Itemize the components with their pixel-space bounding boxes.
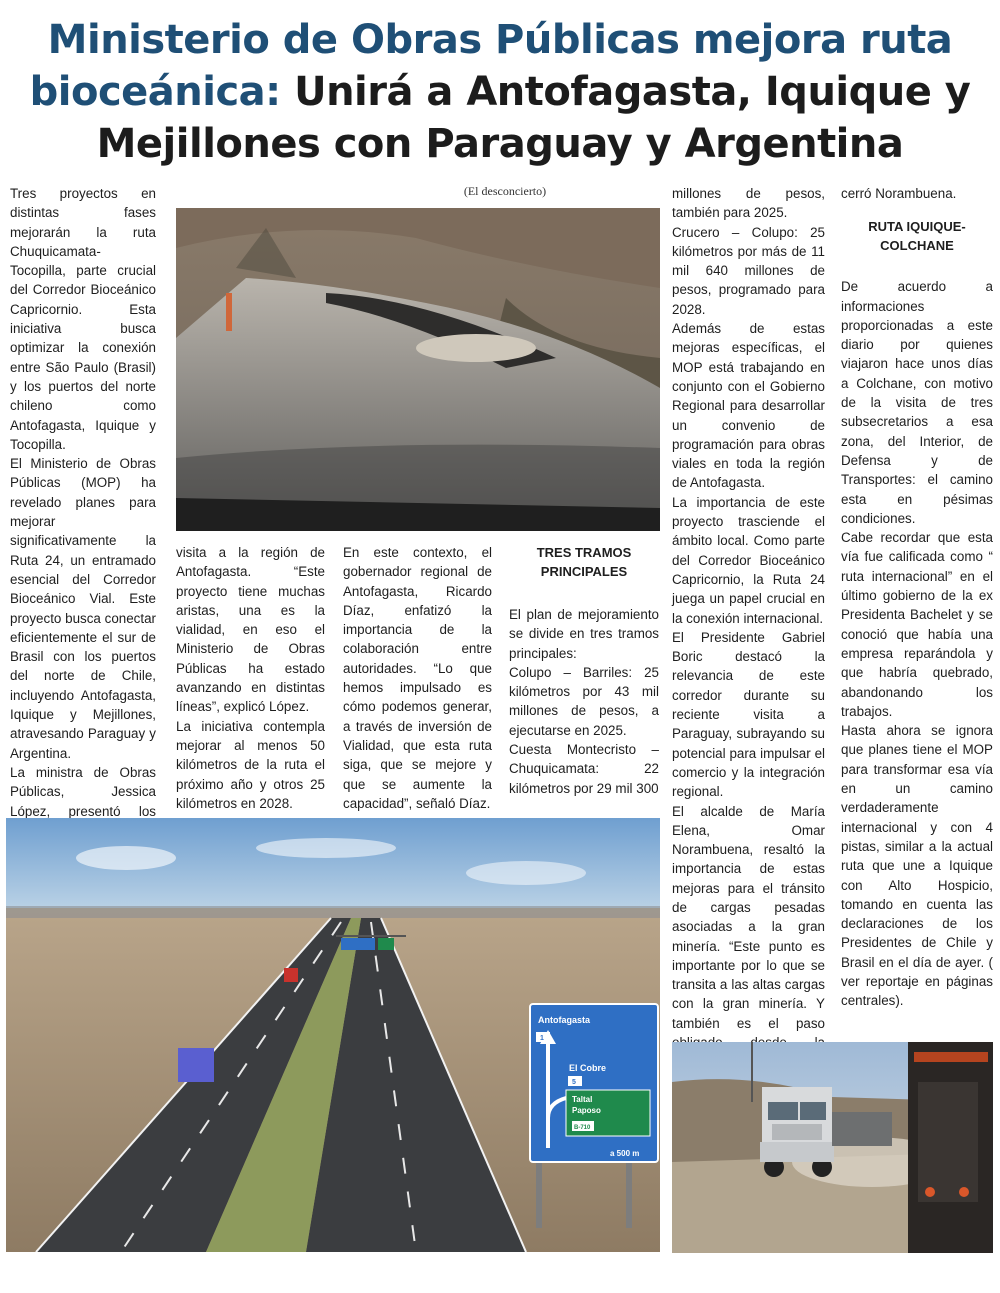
paragraph: Crucero – Colupo: 25 kilómetros por más de 11 mil 640 millones de pesos, programado para 2028. [672, 224, 825, 317]
paragraph: Colupo – Barriles: 25 kilómetros por 43 mil millones de pesos, a ejecutarse en 2025. [509, 664, 659, 738]
paragraph: El Ministerio de Obras Públicas (MOP) ha revelado planes para mejorar significativamente la Ruta 24, un entramado esencial del Corredor Bioceánico Vial. Este proyecto busca conectar eficientemente el sur de Brasil con los puertos del norte de Chile, incluyendo Antofagasta, Iquique y Mejillones, atravesando Paraguay y Argentina. [10, 456, 156, 761]
headline [0, 14, 1000, 170]
sign-middle: El Cobre [569, 1063, 607, 1073]
sign-top: Antofagasta [538, 1015, 591, 1025]
column-3 [343, 543, 492, 813]
column-2 [176, 543, 325, 813]
sign-distance: a 500 m [610, 1149, 640, 1158]
paragraph: Hasta ahora se ignora que planes tiene el MOP para transformar esa vía en un camino verdaderamente internacional y con 4 pistas, similar a la actual ruta que une a Iquique con Alto Hospicio, tomando en cuenta las declaraciones de los Presidentes de Chile y Brasil en el día de ayer. ( ver reportaje en páginas centrales). [841, 723, 993, 1009]
paragraph: visita a la región de Antofagasta. “Este proyecto tiene muchas aristas, una es la vialidad, en eso el Ministerio de Obras Públicas ha estado avanzando en distintas líneas”, explicó López. [176, 545, 325, 715]
paragraph: El Presidente Gabriel Boric destacó la relevancia de este corredor durante su reciente visita a Paraguay, subrayando su potencial para impulsar el comercio y la integración regional. [672, 629, 825, 800]
highway-photo [6, 818, 660, 1252]
column-1 [10, 184, 156, 859]
column-4 [509, 543, 659, 798]
headline-line1: Ministerio de Obras Públicas mejora ruta [47, 17, 953, 63]
paragraph: La importancia de este proyecto trasciende el ámbito local. Como parte del Corredor Bioceánico Capricornio, la Ruta 24 juega un papel crucial en la conexión internacional. [672, 494, 825, 626]
headline-line2-blue: bioceánica: [29, 69, 281, 115]
trucks-photo [672, 1042, 993, 1253]
paragraph: Cabe recordar que esta vía fue calificada como “ ruta internacional” en el último gobierno de la ex Presidenta Bachelet y se conoció que había una empresa reparándola y que habría quebrado, abandonando los trabajos. [841, 530, 993, 719]
paragraph: Cuesta Montecristo – Chuquicamata: 22 kilómetros por 29 mil 300 [509, 742, 659, 796]
paragraph: La iniciativa contempla mejorar al menos 50 kilómetros de la ruta el próximo año y otros 25 kilómetros en 2028. [176, 718, 325, 811]
paragraph: En este contexto, el gobernador regional de Antofagasta, Ricardo Díaz, enfatizó la importancia de la colaboración entre autoridades. “Lo que hemos impulsado es cómo podemos generar, a través de inversión de Vialidad, que esta ruta siga, que se mejore y que se aumente la capacidad”, señaló Díaz. [343, 545, 492, 811]
photo-caption: (El desconcierto) [463, 184, 547, 198]
sign-green-line1: Taltal [572, 1095, 593, 1104]
paragraph: El plan de mejoramiento se divide en tres tramos principales: [509, 607, 659, 661]
section-heading: TRES TRAMOS PRINCIPALES [536, 545, 632, 579]
road-photo [176, 208, 660, 531]
paragraph: millones de pesos, también para 2025. [672, 186, 825, 221]
paragraph: cerró Norambuena. [841, 186, 957, 201]
headline-line2-dark: Unirá a Antofagasta, Iquique y [280, 69, 971, 115]
column-5 [672, 184, 825, 1110]
section-heading: RUTA IQUIQUE-COLCHANE [868, 219, 966, 254]
sign-route2: 5 [572, 1079, 576, 1086]
sign-route1: 1 [540, 1035, 544, 1042]
paragraph: La ministra de Obras Públicas, Jessica López, presentó los [10, 764, 156, 819]
sign-green-route: B-710 [574, 1125, 591, 1131]
column-6 [841, 184, 993, 1011]
sign-green-line2: Paposo [572, 1106, 601, 1115]
headline-line3: Mejillones con Paraguay y Argentina [96, 121, 904, 167]
paragraph: Además de estas mejoras específicas, el MOP está trabajando en conjunto con el Gobierno Regional para desarrollar un convenio de programación para obras viales en toda la región de Antofagasta. [672, 321, 825, 491]
paragraph: Tres proyectos en distintas fases mejorarán la ruta Chuquicamata-Tocopilla, parte crucial del Corredor Bioceánico Capricornio. Esta iniciativa busca optimizar la conexión entre São Paulo (Brasil) y los puertos del norte chileno como Antofagasta, Iquique y Tocopilla. [10, 186, 156, 452]
paragraph: De acuerdo a informaciones proporcionadas a este diario por quienes viajaron hace unos días a Colchane, con motivo de la visita de tres subsecretarios a esa zona, del Interior, de Defensa y de Transportes: el camino esta en pésimas condiciones. [841, 279, 993, 526]
paragraph: El alcalde de María Elena, Omar Norambuena, resaltó la importancia de estas mejoras para el tránsito de cargas pesadas asociadas a la gran minería. “Este punto es importante por lo que se transita a las altas cargas con la gran minería. Y también es el paso [672, 803, 825, 1031]
